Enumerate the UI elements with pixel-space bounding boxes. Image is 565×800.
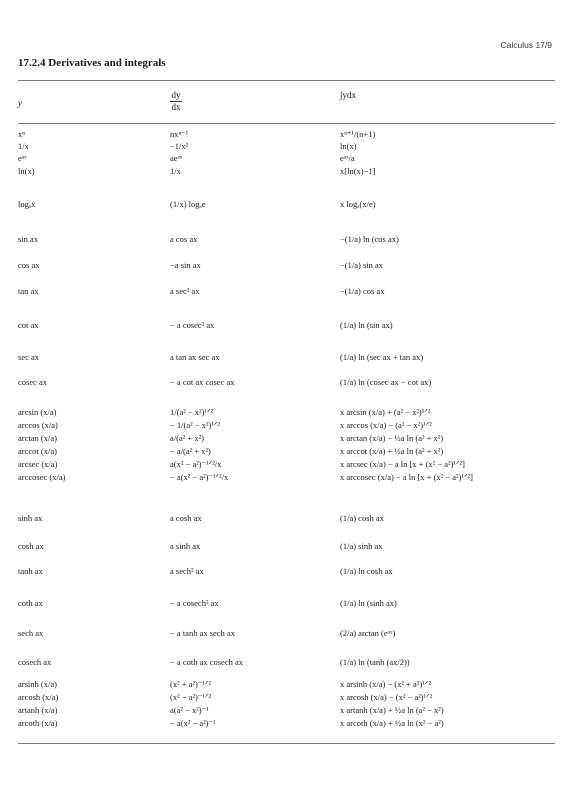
table-row <box>0 320 565 340</box>
header-integral: ∫ydx <box>340 90 356 100</box>
cell-integral: (1/a) sinh ax <box>340 541 383 551</box>
cell-function: cosh ax <box>18 541 44 551</box>
cell-function: sec ax <box>18 352 40 362</box>
cell-function: tanh ax <box>18 566 43 576</box>
cell-function: arccosec (x/a) <box>18 472 66 482</box>
cell-derivative: a sec² ax <box>170 286 200 296</box>
cell-integral: x arsinh (x/a) − (x² + a²)¹ᐟ² <box>340 679 431 689</box>
table-row <box>0 513 565 533</box>
cell-integral: x[ln(x)−1] <box>340 166 376 176</box>
cell-integral: (1/a) ln (sinh ax) <box>340 598 397 608</box>
table-row <box>0 352 565 372</box>
cell-derivative: (x² − a²)⁻¹ᐟ² <box>170 692 212 702</box>
cell-integral: x arcosh (x/a) − (x² − a²)¹ᐟ² <box>340 692 433 702</box>
table-row <box>0 657 565 677</box>
cell-function: arcsec (x/a) <box>18 459 58 469</box>
table-row <box>0 598 565 618</box>
cell-derivative: a(x² − a²)⁻¹ᐟ²/x <box>170 459 222 469</box>
header-y: y <box>18 98 22 108</box>
cell-function: sinh ax <box>18 513 43 523</box>
cell-integral: (1/a) ln (sec ax + tan ax) <box>340 352 424 362</box>
cell-derivative: a sech² ax <box>170 566 204 576</box>
cell-derivative: − a cosech² ax <box>170 598 219 608</box>
cell-derivative: 1/(a² − x²)¹ᐟ² <box>170 407 214 417</box>
table-row <box>0 718 565 738</box>
cell-function: sin ax <box>18 234 39 244</box>
cell-integral: −(1/a) ln (cos ax) <box>340 234 399 244</box>
cell-integral: x arccosec (x/a) − a ln [x + (x² − a²)¹ᐟ²] <box>340 472 473 482</box>
cell-integral: −(1/a) cos ax <box>340 286 385 296</box>
cell-integral: x arcsin (x/a) + (a² − x²)¹ᐟ² <box>340 407 431 417</box>
cell-derivative: aeᵃˣ <box>170 153 183 163</box>
cell-function: arcoth (x/a) <box>18 718 58 728</box>
cell-function: arcsin (x/a) <box>18 407 57 417</box>
cell-derivative: (x² + a²)⁻¹ᐟ² <box>170 679 212 689</box>
cell-function: coth ax <box>18 598 43 608</box>
table-row <box>0 260 565 280</box>
cell-derivative: − a coth ax cosech ax <box>170 657 243 667</box>
header-dy: dy <box>171 90 181 100</box>
cell-integral: x arccos (x/a) − (a² − x²)¹ᐟ² <box>340 420 432 430</box>
cell-derivative: a cos ax <box>170 234 198 244</box>
cell-derivative: −a sin ax <box>170 260 201 270</box>
cell-derivative: − a/(a² + x²) <box>170 446 211 456</box>
cell-integral: (1/a) ln (cosec ax − cot ax) <box>340 377 432 387</box>
cell-derivative: a tan ax sec ax <box>170 352 220 362</box>
cell-function: cos ax <box>18 260 40 270</box>
table-header <box>0 90 565 120</box>
cell-integral: (2/a) arctan (eᵃˣ) <box>340 628 396 638</box>
cell-derivative: − a cot ax cosec ax <box>170 377 235 387</box>
table-row <box>0 234 565 254</box>
cell-integral: xⁿ⁺¹/(n+1) <box>340 129 376 139</box>
cell-function: cot ax <box>18 320 39 330</box>
table-row <box>0 566 565 586</box>
table-row <box>0 541 565 561</box>
cell-integral: (1/a) ln cosh ax <box>340 566 393 576</box>
header-dx: dx <box>171 102 181 112</box>
cell-function: xⁿ <box>18 129 25 139</box>
table-row <box>0 472 565 492</box>
cell-integral: x arcoth (x/a) + ½a ln (x² − a²) <box>340 718 444 728</box>
cell-function: 1/x <box>18 141 29 151</box>
cell-function: cosech ax <box>18 657 52 667</box>
cell-derivative: − a(x² − a²)⁻¹ <box>170 718 216 728</box>
table-row <box>0 628 565 648</box>
cell-derivative: a sinh ax <box>170 541 201 551</box>
cell-derivative: −1/x² <box>170 141 189 151</box>
cell-integral: x logₐ(x/e) <box>340 199 376 209</box>
cell-function: tan ax <box>18 286 39 296</box>
cell-integral: (1/a) ln (tanh (ax/2)) <box>340 657 410 667</box>
cell-integral: (1/a) cosh ax <box>340 513 384 523</box>
cell-derivative: − 1/(a² − x²)¹ᐟ² <box>170 420 221 430</box>
table-top-rule <box>18 80 555 81</box>
cell-derivative: − a(x² − a²)⁻¹ᐟ²/x <box>170 472 229 482</box>
cell-function: arctan (x/a) <box>18 433 57 443</box>
cell-integral: x artanh (x/a) + ½a ln (a² − x²) <box>340 705 444 715</box>
cell-derivative: a cosh ax <box>170 513 202 523</box>
cell-integral: ln(x) <box>340 141 357 151</box>
table-row <box>0 286 565 306</box>
cell-function: arcosh (x/a) <box>18 692 59 702</box>
cell-integral: x arctan (x/a) − ½a ln (a² + x²) <box>340 433 444 443</box>
cell-integral: (1/a) ln (sin ax) <box>340 320 393 330</box>
cell-derivative: − a cosec² ax <box>170 320 215 330</box>
cell-integral: −(1/a) sin ax <box>340 260 384 270</box>
cell-derivative: a(a² − x²)⁻¹ <box>170 705 209 715</box>
table-header-rule <box>18 123 555 124</box>
cell-integral: eᵃˣ/a <box>340 153 355 163</box>
cell-function: cosec ax <box>18 377 48 387</box>
section-title: 17.2.4 Derivatives and integrals <box>18 57 166 69</box>
cell-function: ln(x) <box>18 166 35 176</box>
table-row <box>0 166 565 186</box>
cell-function: arccos (x/a) <box>18 420 58 430</box>
cell-integral: x arcsec (x/a) − a ln [x + (x² − a²)¹ᐟ²] <box>340 459 465 469</box>
table-bottom-rule <box>18 743 555 744</box>
table-row <box>0 199 565 219</box>
cell-function: logₐx <box>18 199 36 209</box>
cell-function: artanh (x/a) <box>18 705 58 715</box>
cell-function: sech ax <box>18 628 44 638</box>
cell-derivative: (1/x) logₐe <box>170 199 206 209</box>
cell-derivative: − a tanh ax sech ax <box>170 628 235 638</box>
cell-function: arsinh (x/a) <box>18 679 57 689</box>
cell-function: arccot (x/a) <box>18 446 57 456</box>
cell-function: eᵃˣ <box>18 153 27 163</box>
cell-derivative: nxⁿ⁻¹ <box>170 129 189 139</box>
cell-derivative: 1/x <box>170 166 181 176</box>
table-row <box>0 377 565 397</box>
cell-integral: x arccot (x/a) + ½a ln (a² + x²) <box>340 446 444 456</box>
header-dydx <box>170 90 182 113</box>
cell-derivative: a/(a² + x²) <box>170 433 204 443</box>
page-header: Calculus 17/9 <box>500 40 552 50</box>
